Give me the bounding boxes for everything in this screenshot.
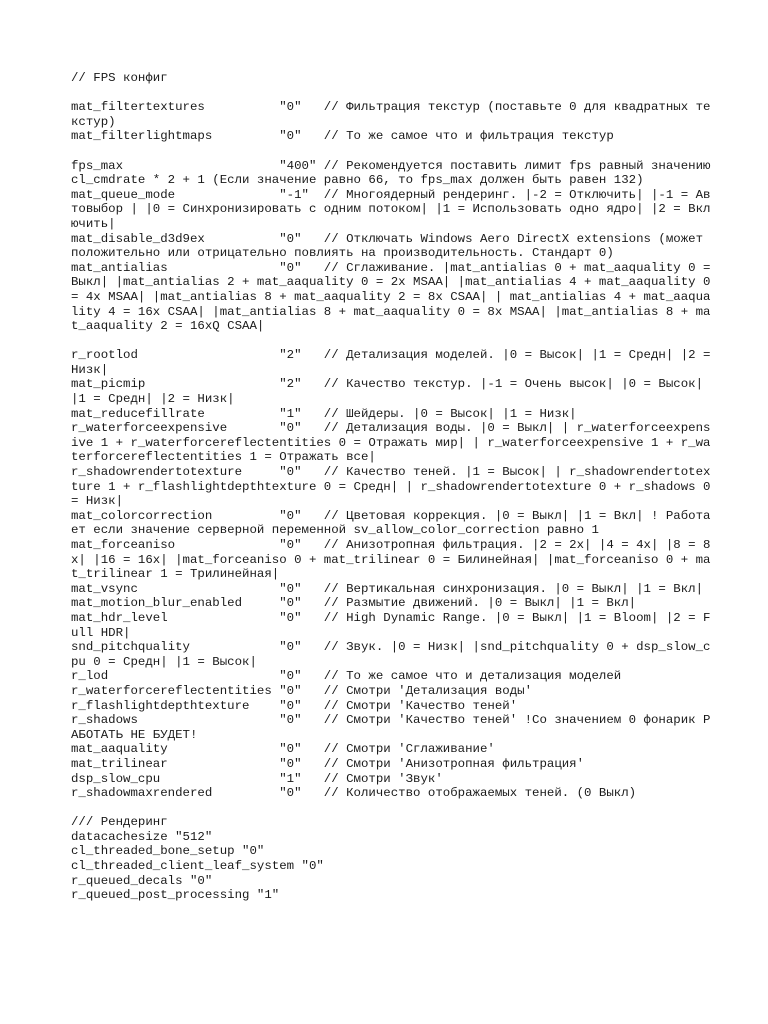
config-line-r-queued-post-processing: r_queued_post_processing "1" (71, 888, 280, 903)
config-line-mat-reducefillrate: mat_reducefillrate "1" // Шейдеры. |0 = Высок| |1 = Низк| (71, 406, 577, 421)
config-line-r-shadows: r_shadows "0" // Смотри 'Качество теней' !Со значением 0 фонарик РАБОТАТЬ НЕ БУДЕТ! (71, 713, 711, 742)
config-line-mat-forceaniso: mat_forceaniso "0" // Анизотропная фильтрация. |2 = 2x| |4 = 4x| |8 = 8x| |16 = 16x| |mat_forceaniso 0 + mat_trilinear 0 = Билинейная| |mat_forceaniso 0 + mat_trilinear 1 = Трилинейная| (71, 538, 711, 582)
heading-comment: // FPS конфиг (71, 71, 168, 85)
config-line-r-shadowrendertotexture: r_shadowrendertotexture "0" // Качество теней. |1 = Высок| | r_shadowrendertotexture 1 + r_flashlightdepthtexture 0 = Средн| | r_shadowrendertotexture 0 + r_shadows 0 = Низк| (71, 465, 718, 509)
config-line-datacachesize: datacachesize "512" (71, 829, 213, 844)
config-line-mat-disable-d3d9ex: mat_disable_d3d9ex "0" // Отключать Windows Aero DirectX extensions (может положительно или отрицательно повлиять на производительность. Стандарт 0) (71, 231, 711, 261)
config-line-mat-antialias: mat_antialias "0" // Сглаживание. |mat_antialias 0 + mat_aaquality 0 = Выкл| |mat_antialias 2 + mat_aaquality 0 = 2x MSAA| |mat_antialias 4 + mat_aaquality 0 = 4x MSAA| |mat_antialias 8 + mat_aaquality 2 = 8x CSAA| | mat_antialias 4 + mat_aaquality 4 = 16x CSAA| |mat_antialias 8 + mat_aaquality 0 = 8x MSAA| |mat_antialias 8 + mat_aaquality 2 = 16xQ CSAA| (71, 260, 718, 334)
document-page (71, 71, 718, 903)
config-line-mat-filtertextures: mat_filtertextures "0" // Фильтрация текстур (поставьте 0 для квадратных текстур) (71, 100, 711, 129)
config-line-mat-queue-mode: mat_queue_mode "-1" // Многоядерный рендеринг. |-2 = Отключить| |-1 = Автовыбор | |0 = Синхронизировать с одним потоком| |1 = Использовать одно ядро| |2 = Включить| (71, 187, 711, 231)
config-line-r-rootlod: r_rootlod "2" // Детализация моделей. |0 = Высок| |1 = Средн| |2 = Низк| (71, 348, 718, 377)
config-line-mat-colorcorrection: mat_colorcorrection "0" // Цветовая коррекция. |0 = Выкл| |1 = Вкл| ! Работает если значение серверной переменной sv_allow_color_correction равно 1 (71, 508, 711, 538)
config-line-r-waterforcereflectentities: r_waterforcereflectentities "0" // Смотри 'Детализация воды' (71, 683, 533, 698)
blank-line (71, 86, 711, 101)
config-line-cl-threaded-bone-setup: cl_threaded_bone_setup "0" (71, 844, 265, 859)
blank-line (71, 801, 711, 816)
config-line-mat-picmip: mat_picmip "2" // Качество текстур. |-1 = Очень высок| |0 = Высок| |1 = Средн| |2 = Низк| (71, 377, 711, 407)
config-line-r-flashlightdepthtexture: r_flashlightdepthtexture "0" // Смотри 'Качество теней' (71, 698, 518, 713)
section-comment-rendering: /// Рендеринг (71, 815, 168, 830)
config-line-r-lod: r_lod "0" // То же самое что и детализация моделей (71, 669, 622, 684)
config-line-dsp-slow-cpu: dsp_slow_cpu "1" // Смотри 'Звук' (71, 771, 443, 786)
config-line-mat-aaquality: mat_aaquality "0" // Смотри 'Сглаживание' (71, 742, 495, 757)
blank-line (71, 144, 711, 159)
config-line-r-waterforceexpensive: r_waterforceexpensive "0" // Детализация воды. |0 = Выкл| | r_waterforceexpensive 1 + r_waterforcereflectentities 0 = Отражать мир| | r_waterforceexpensive 1 + r_waterforcereflectentities 1 = Отражать все| (71, 421, 711, 465)
config-line-mat-trilinear: mat_trilinear "0" // Смотри 'Анизотропная фильтрация' (71, 756, 585, 771)
config-line-mat-hdr-level: mat_hdr_level "0" // High Dynamic Range. |0 = Выкл| |1 = Bloom| |2 = Full HDR| (71, 610, 711, 640)
config-line-mat-motion-blur-enabled: mat_motion_blur_enabled "0" // Размытие движений. |0 = Выкл| |1 = Вкл| (71, 596, 637, 611)
config-line-r-shadowmaxrendered: r_shadowmaxrendered "0" // Количество отображаемых теней. (0 Выкл) (71, 786, 637, 801)
config-line-snd-pitchquality: snd_pitchquality "0" // Звук. |0 = Низк| |snd_pitchquality 0 + dsp_slow_cpu 0 = Средн| |1 = Высок| (71, 640, 711, 669)
config-line-cl-threaded-client-leaf-system: cl_threaded_client_leaf_system "0" (71, 859, 324, 874)
config-line-mat-filterlightmaps: mat_filterlightmaps "0" // То же самое что и фильтрация текстур (71, 129, 614, 144)
config-line-fps-max: fps_max "400" // Рекомендуется поставить лимит fps равный значению cl_cmdrate * 2 + 1 (Если значение равно 66, то fps_max должен быть равен 132) (71, 158, 718, 188)
config-line-mat-vsync: mat_vsync "0" // Вертикальная синхронизация. |0 = Выкл| |1 = Вкл| (71, 581, 704, 596)
config-line-r-queued-decals: r_queued_decals "0" (71, 873, 213, 888)
blank-line (71, 334, 711, 349)
